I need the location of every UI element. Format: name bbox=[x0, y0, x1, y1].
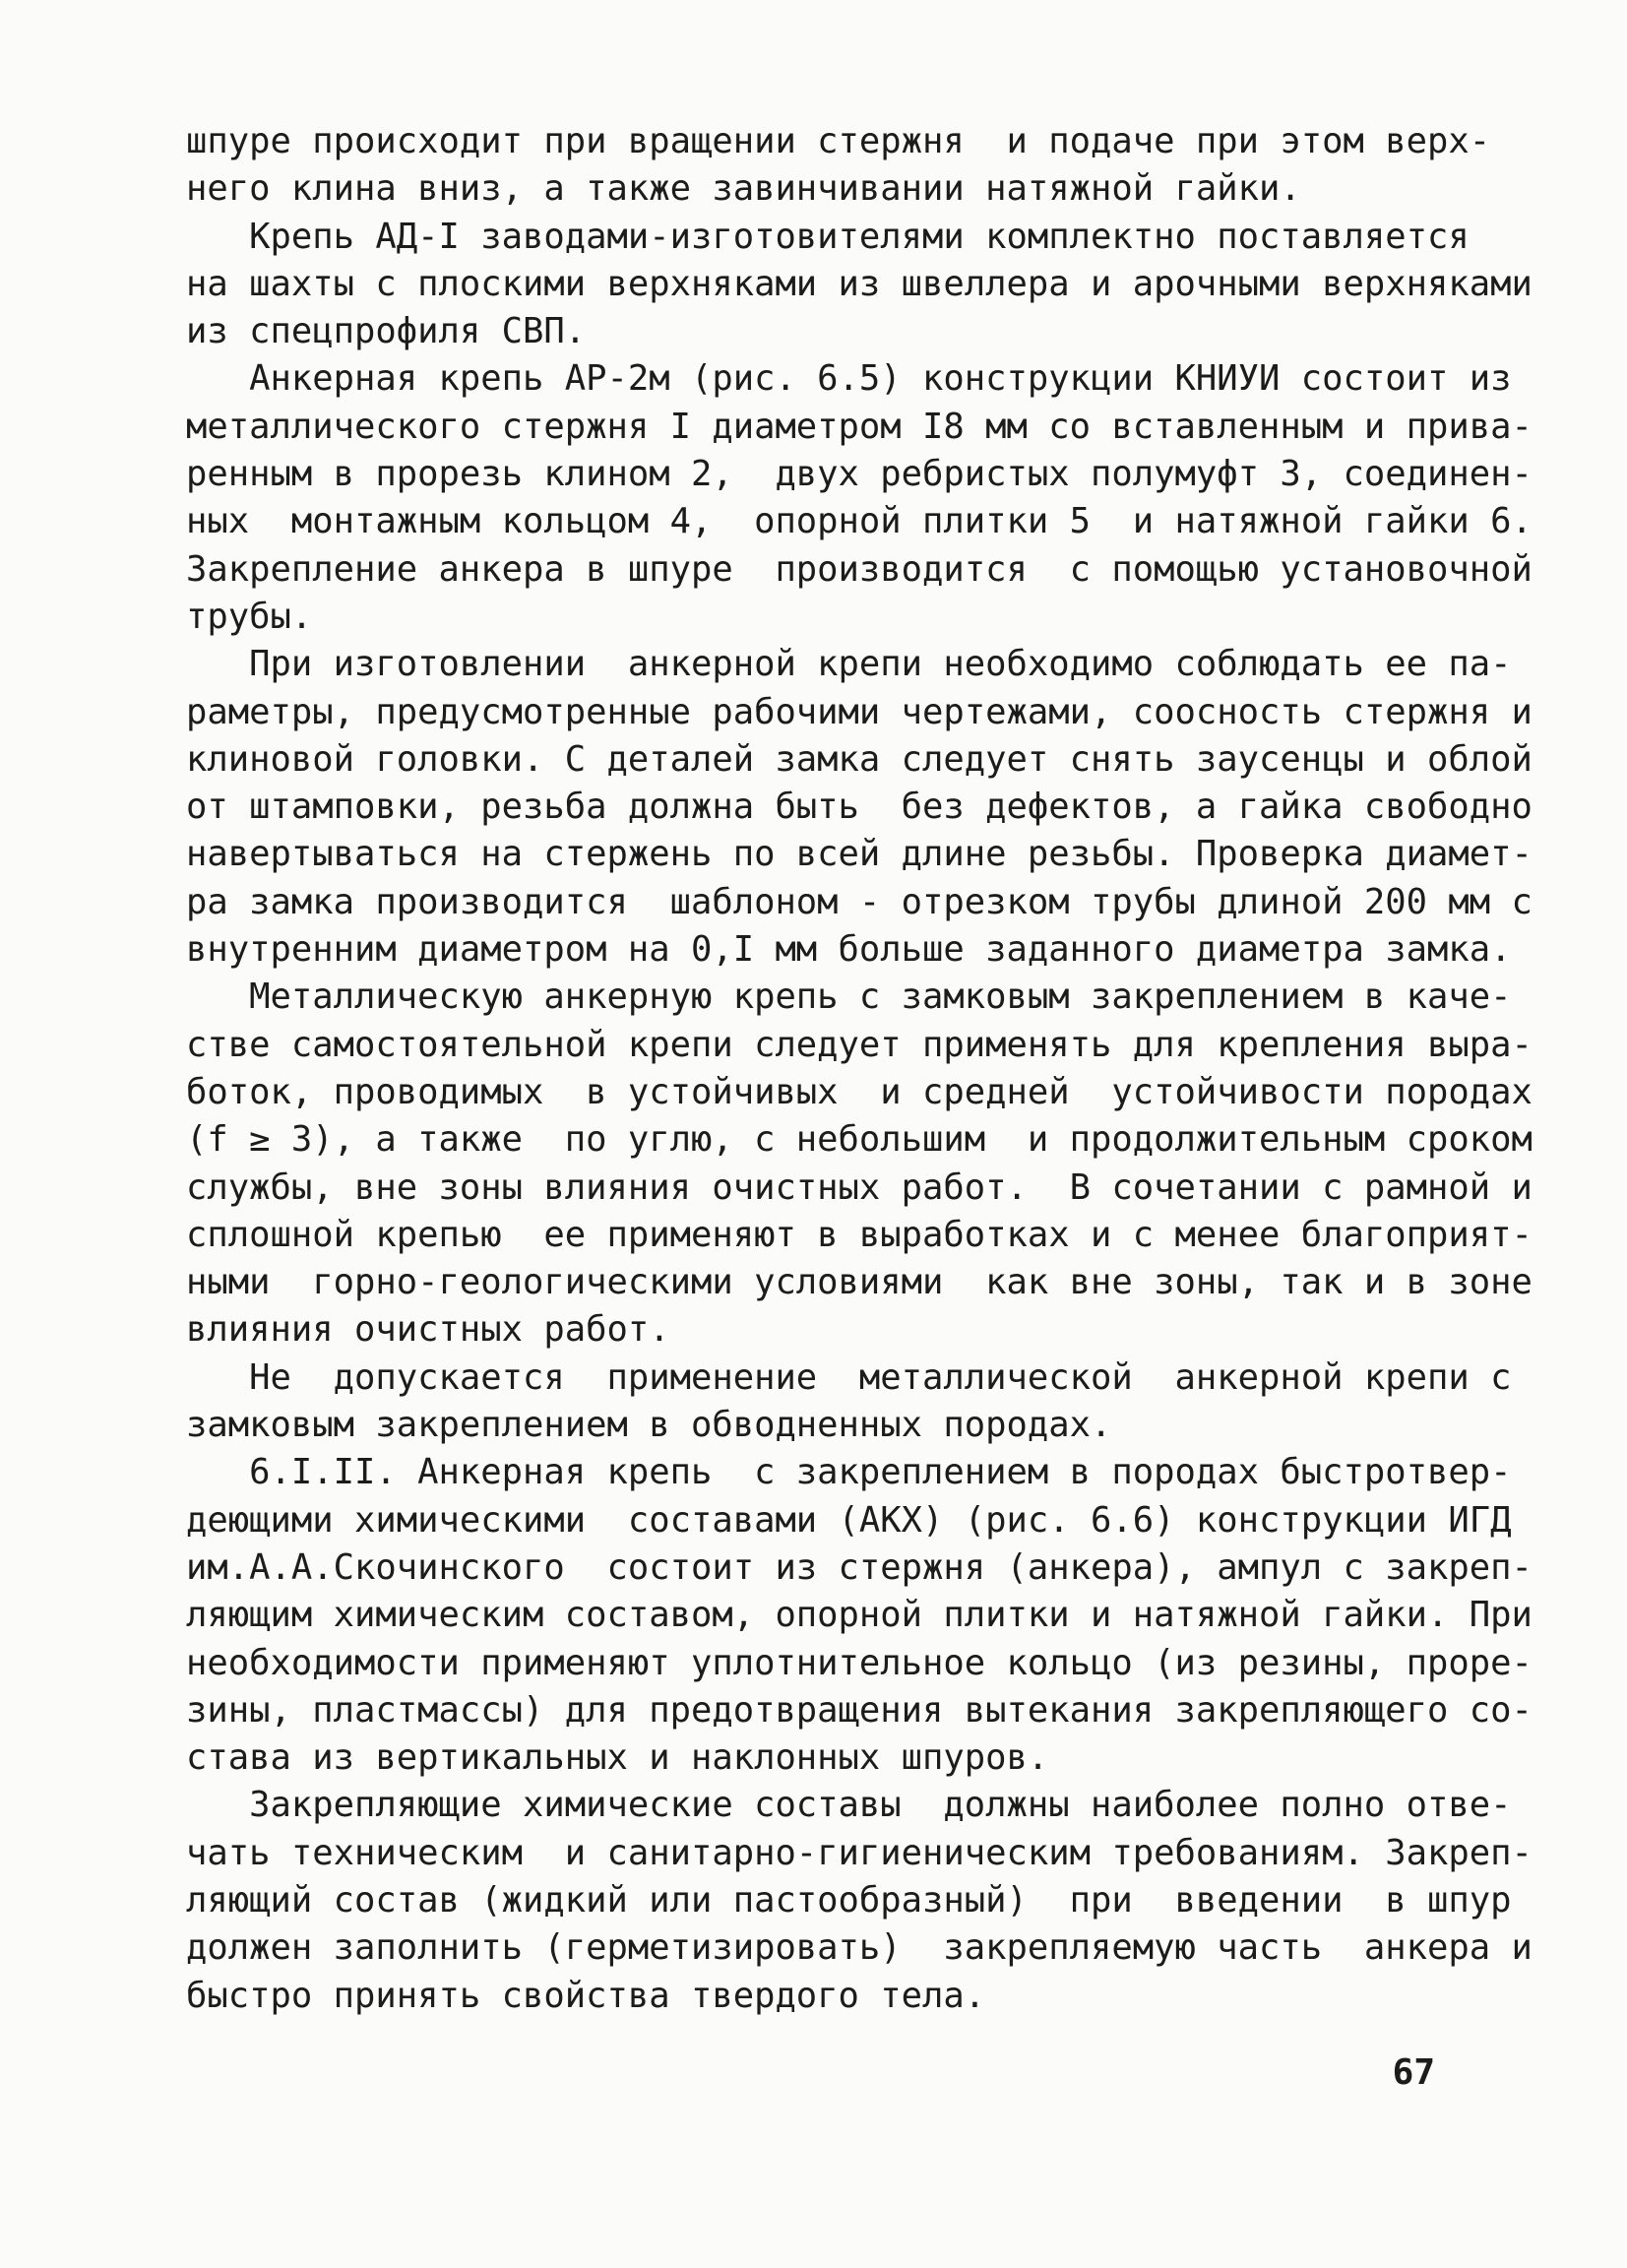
page-number: 67 bbox=[1392, 2052, 1435, 2093]
text-line: необходимости применяют уплотнительное кольцо (из резины, прорe- bbox=[186, 1642, 1533, 1683]
text-line: зины, пластмассы) для предотвращения вытекания закрепляющего со- bbox=[186, 1689, 1533, 1731]
text-line: Анкерная крепь АР-2м (рис. 6.5) конструкции КНИУИ состоит из bbox=[186, 358, 1512, 400]
text-line: боток, проводимых в устойчивых и средней устойчивости породах bbox=[186, 1071, 1533, 1112]
body-text bbox=[186, 118, 1533, 2020]
text-line: им.А.А.Скочинского состоит из стержня (анкера), ампул с закреп- bbox=[186, 1546, 1533, 1588]
text-line: влияния очистных работ. bbox=[186, 1309, 670, 1351]
text-line: от штамповки, резьба должна быть без дефектов, а гайка свободно bbox=[186, 787, 1533, 828]
text-line: на шахты с плоскими верхняками из швеллера и арочными верхняками bbox=[186, 263, 1533, 304]
text-line: чать техническим и санитарно-гигиеническим требованиям. Закреп- bbox=[186, 1832, 1533, 1873]
text-line: деющими химическими составами (АКХ) (рис. 6.6) конструкции ИГД bbox=[186, 1499, 1512, 1541]
text-line: Закрепляющие химические составы должны наиболее полно отве- bbox=[186, 1785, 1512, 1826]
text-line: ренным в прорезь клином 2, двух ребристых полумуфт 3, соединен- bbox=[186, 454, 1533, 495]
text-line: 6.I.II. Анкерная крепь с закреплением в породах быстротвер- bbox=[186, 1452, 1512, 1493]
text-line: става из вертикальных и наклонных шпуров. bbox=[186, 1737, 1049, 1779]
text-line: службы, вне зоны влияния очистных работ. В сочетании с рамной и bbox=[186, 1166, 1533, 1208]
text-line: ра замка производится шаблоном - отрезком трубы длиной 200 мм с bbox=[186, 881, 1533, 922]
text-line: ляющим химическим составом, опорной плитки и натяжной гайки. При bbox=[186, 1595, 1533, 1636]
text-line: клиновой головки. С деталей замка следует снять заусенцы и облой bbox=[186, 738, 1533, 780]
text-line: него клина вниз, а также завинчивании натяжной гайки. bbox=[186, 168, 1301, 210]
text-line: (f ≥ 3), а также по углю, с небольшим и продолжительным сроком bbox=[186, 1119, 1533, 1161]
text-line: шпуре происходит при вращении стержня и подаче при этом верх- bbox=[186, 121, 1491, 161]
text-line: Крепь АД-I заводами-изготовителями комплектно поставляется bbox=[186, 216, 1470, 257]
text-line: ных монтажным кольцом 4, опорной плитки 5 и натяжной гайки 6. bbox=[186, 501, 1533, 542]
text-line: Закрепление анкера в шпуре производится с помощью установочной bbox=[186, 548, 1533, 590]
text-line: ляющий состав (жидкий или пастообразный) при введении в шпур bbox=[186, 1879, 1512, 1921]
text-line: быстро принять свойства твердого тела. bbox=[186, 1975, 986, 2016]
text-line: навертываться на стержень по всей длине резьбы. Проверка диамет- bbox=[186, 834, 1533, 875]
text-line: из спецпрофиля СВП. bbox=[186, 311, 587, 352]
text-line: стве самостоятельной крепи следует применять для крепления выра- bbox=[186, 1024, 1533, 1065]
text-line: Не допускается применение металлической анкерной крепи с bbox=[186, 1356, 1512, 1398]
text-line: внутренним диаметром на 0,I мм больше заданного диаметра замка. bbox=[186, 929, 1512, 971]
text-line: должен заполнить (герметизировать) закрепляемую часть анкера и bbox=[186, 1927, 1533, 1969]
text-line: При изготовлении анкерной крепи необходимо соблюдать ее па- bbox=[186, 644, 1512, 685]
text-line: ными горно-геологическими условиями как вне зоны, так и в зоне bbox=[186, 1262, 1533, 1303]
text-line: замковым закреплением в обводненных породах. bbox=[186, 1405, 1112, 1446]
text-line: сплошной крепью ее применяют в выработках и с менее благоприят- bbox=[186, 1214, 1533, 1255]
text-line: Металлическую анкерную крепь с замковым закреплением в каче- bbox=[186, 976, 1512, 1018]
text-line: трубы. bbox=[186, 596, 313, 637]
text-line: металлического стержня I диаметром I8 мм со вставленным и прива- bbox=[186, 406, 1533, 447]
text-line: раметры, предусмотренные рабочими чертежами, соосность стержня и bbox=[186, 691, 1533, 732]
